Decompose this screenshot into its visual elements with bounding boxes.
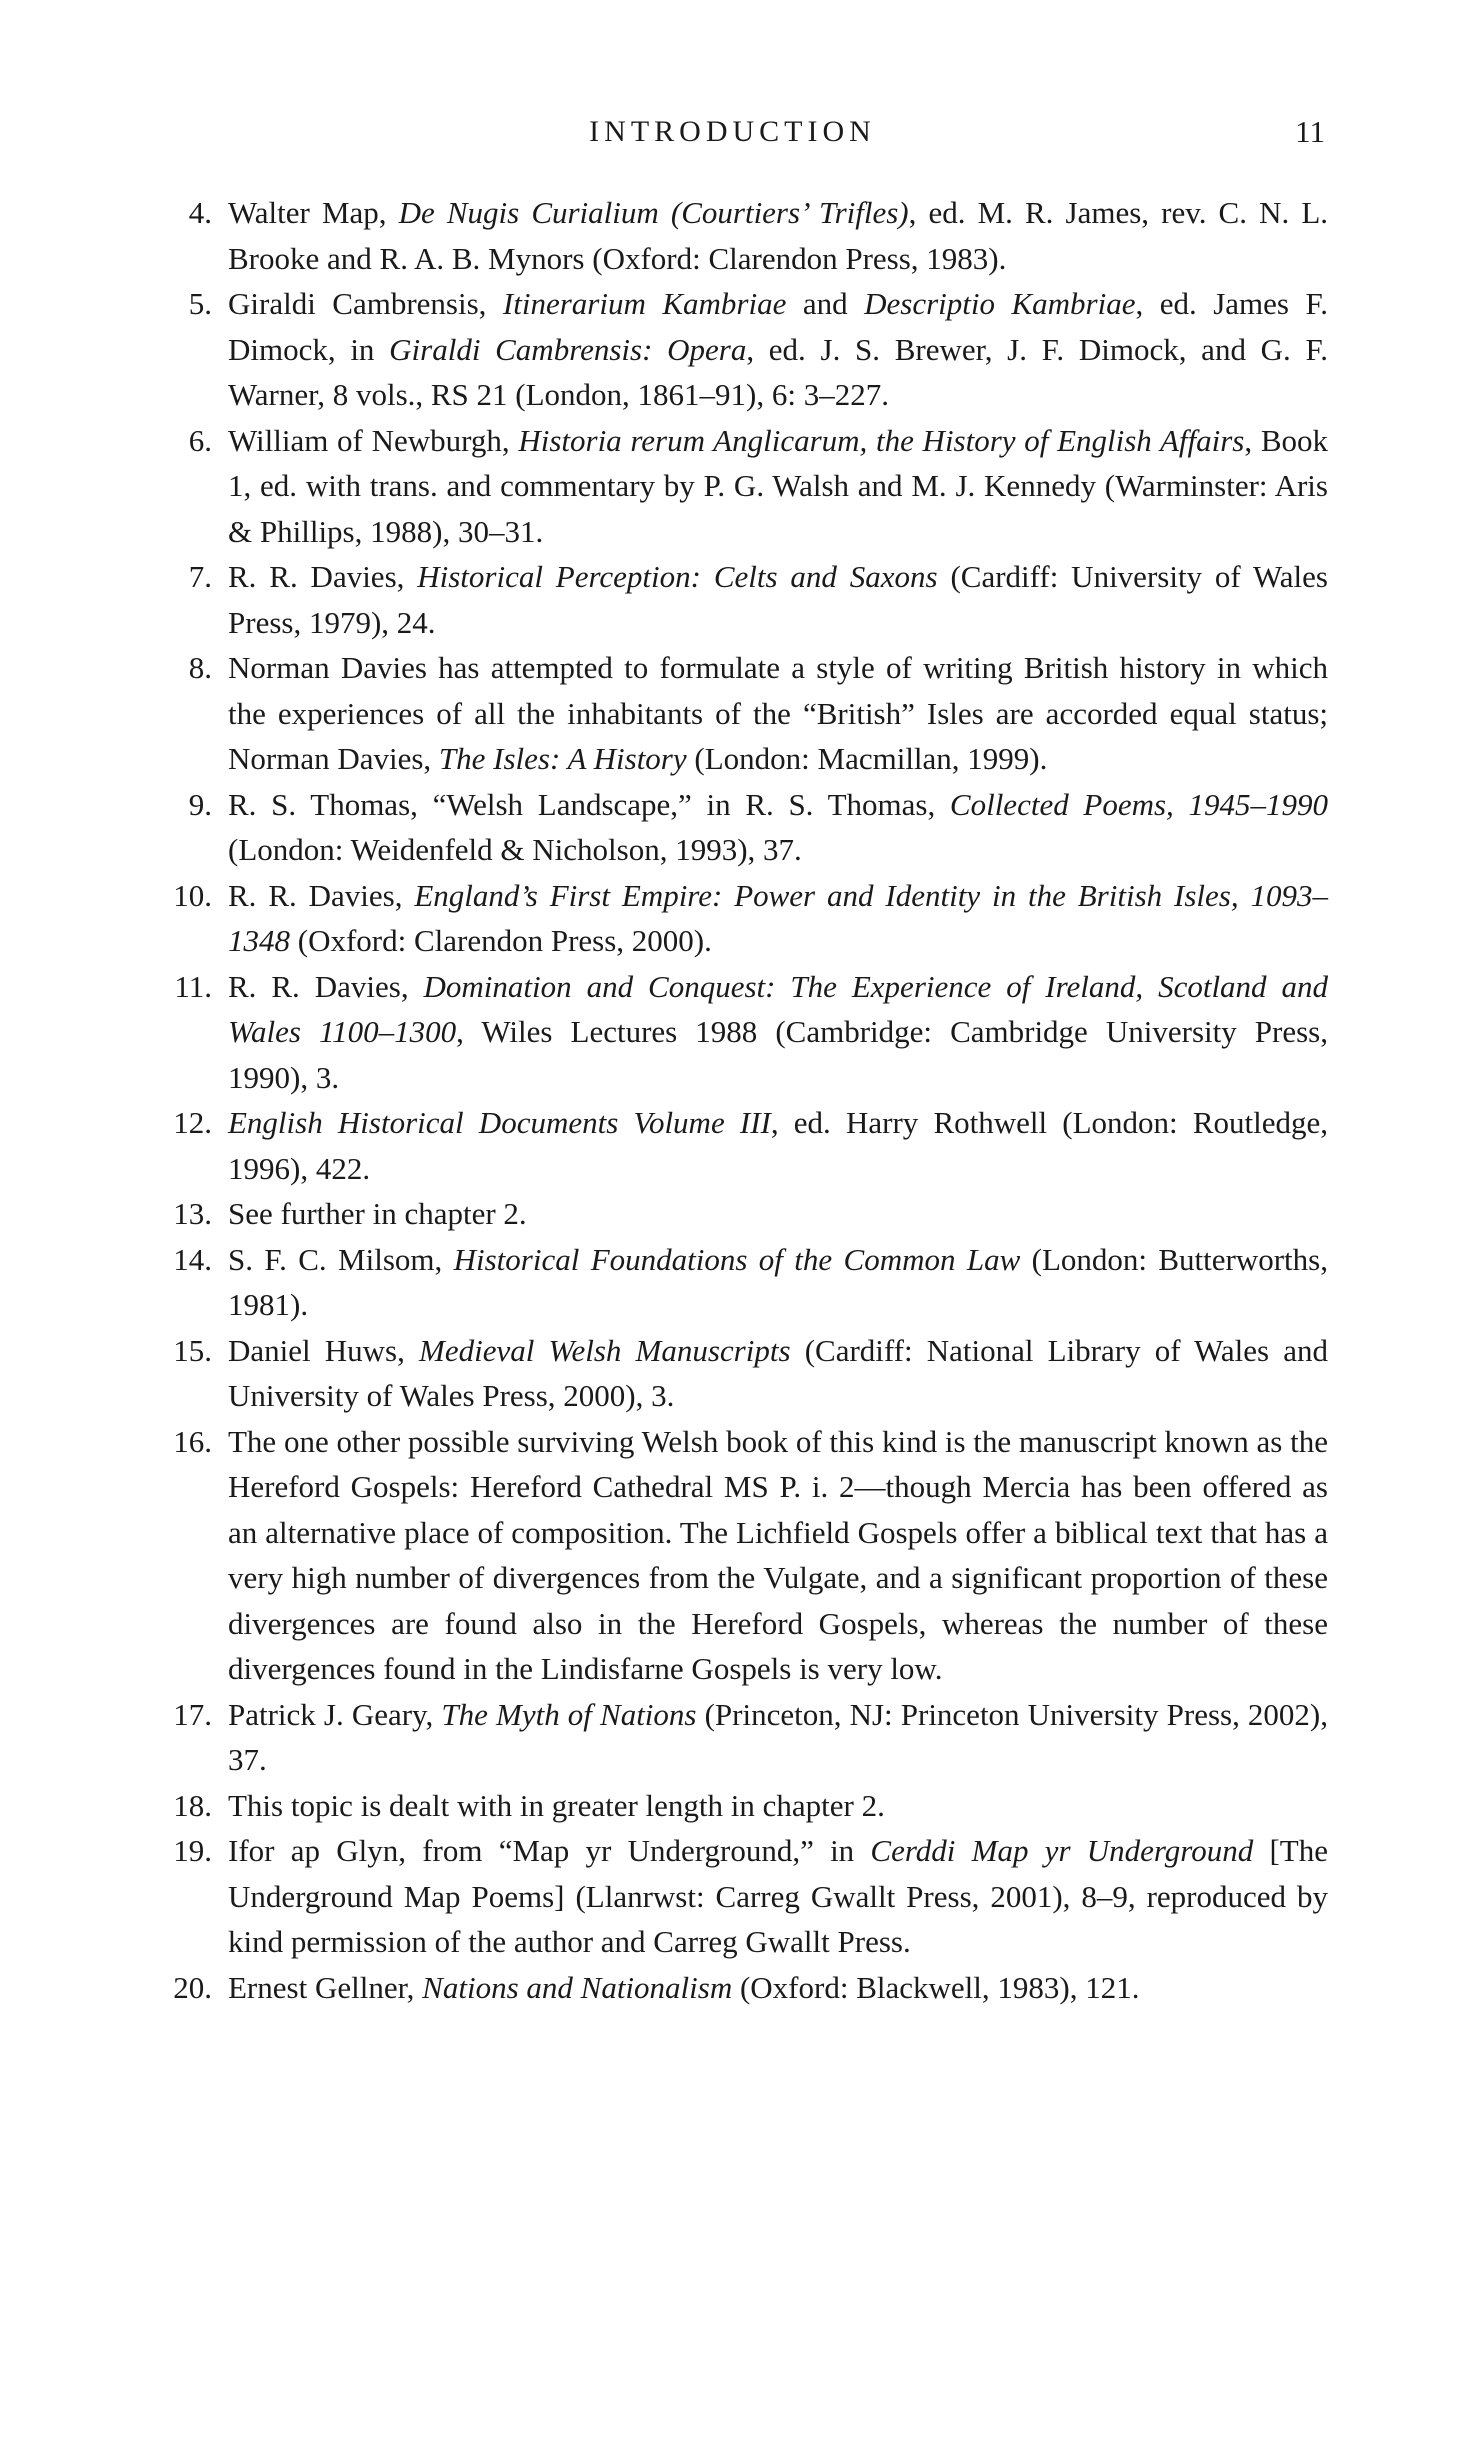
endnote bbox=[160, 1237, 1328, 1328]
citation-text: R. R. Davies, bbox=[228, 877, 415, 913]
endnote-number: 8. bbox=[188, 650, 212, 685]
endnote-text bbox=[228, 1191, 1328, 1237]
citation-title: Historical Perception: Celts and Saxons bbox=[417, 559, 938, 594]
citation-text: R. R. Davies, bbox=[228, 559, 418, 594]
citation-title: Medieval Welsh Manuscripts bbox=[419, 1332, 791, 1368]
endnote bbox=[160, 1692, 1328, 1783]
endnote-text bbox=[228, 1328, 1328, 1419]
citation-text: Walter Map, bbox=[228, 195, 399, 230]
endnote-text bbox=[228, 1237, 1328, 1328]
citation-text: (Cardiff: University of Wales Press, 1979), 24. bbox=[228, 559, 1328, 640]
citation-text: (London: Weidenfeld & Nicholson, 1993), 37. bbox=[228, 832, 802, 867]
citation-text: , ed. James F. Dimock, in bbox=[228, 286, 1328, 367]
citation-text: William of Newburgh, bbox=[228, 422, 519, 458]
endnote-text bbox=[228, 554, 1328, 645]
citation-title: Giraldi Cambrensis: Opera bbox=[389, 331, 747, 367]
endnote bbox=[160, 645, 1328, 782]
citation-text: (Oxford: Blackwell, 1983), 121. bbox=[732, 1969, 1140, 2005]
endnote-number: 17. bbox=[173, 1696, 212, 1732]
endnote bbox=[160, 554, 1328, 645]
endnote-text bbox=[228, 873, 1328, 964]
endnote-text bbox=[228, 418, 1328, 555]
citation-title: The Isles: A History bbox=[438, 741, 687, 776]
endnote-text bbox=[228, 1965, 1328, 2011]
citation-text: Norman Davies has attempted to formulate a style of writing British history in which the experiences of all the inhabitants of the “British” Isles are accorded equal status; Norman Davies, bbox=[228, 650, 1328, 776]
citation-title: Historical Foundations of the Common Law bbox=[453, 1241, 1021, 1277]
endnote bbox=[160, 1191, 1328, 1237]
endnote-number: 4. bbox=[188, 195, 212, 230]
citation-text: (London: Macmillan, 1999). bbox=[686, 741, 1048, 776]
running-head bbox=[0, 112, 1465, 152]
endnote-number: 5. bbox=[188, 286, 212, 321]
citation-text: Giraldi Cambrensis, bbox=[228, 286, 503, 321]
citation-text: R. R. Davies, bbox=[228, 968, 424, 1004]
endnote-text bbox=[228, 1783, 1328, 1829]
citation-text: This topic is dealt with in greater length in chapter 2. bbox=[228, 1787, 885, 1823]
citation-title: Historia rerum Anglicarum, the History of English Affairs bbox=[518, 422, 1245, 458]
citation-title: Domination and Conquest: The Experience of Ireland, Scotland and Wales 1100–1300 bbox=[228, 968, 1329, 1049]
endnote-text bbox=[228, 964, 1328, 1101]
endnote-number: 12. bbox=[173, 1105, 212, 1140]
endnote-number: 9. bbox=[188, 786, 212, 822]
endnote-number: 7. bbox=[188, 559, 212, 594]
endnote bbox=[160, 418, 1328, 555]
endnote-number: 15. bbox=[173, 1332, 212, 1368]
citation-title: English Historical Documents Volume III bbox=[228, 1105, 771, 1140]
citation-text: R. S. Thomas, “Welsh Landscape,” in R. S. Thomas, bbox=[228, 786, 950, 822]
citation-text: (Cardiff: National Library of Wales and University of Wales Press, 2000), 3. bbox=[228, 1332, 1328, 1413]
endnote-number: 20. bbox=[173, 1969, 212, 2005]
citation-text: , ed. Harry Rothwell (London: Routledge, 1996), 422. bbox=[228, 1105, 1328, 1186]
endnote-text bbox=[228, 190, 1328, 281]
endnote bbox=[160, 1419, 1328, 1692]
citation-title: England’s First Empire: Power and Identity in the British Isles, 1093–1348 bbox=[228, 877, 1328, 958]
citation-text: (Oxford: Clarendon Press, 2000). bbox=[290, 923, 712, 958]
endnote bbox=[160, 1328, 1328, 1419]
citation-title: Itinerarium Kambriae bbox=[502, 286, 787, 321]
endnote bbox=[160, 1100, 1328, 1191]
endnote bbox=[160, 281, 1328, 418]
citation-text: See further in chapter 2. bbox=[228, 1196, 527, 1231]
endnote bbox=[160, 190, 1328, 281]
citation-text: [The Underground Map Poems] (Llanrwst: Carreg Gwallt Press, 2001), 8–9, reproduced by kind permission of the author and Carreg Gwallt Press. bbox=[228, 1833, 1328, 1959]
citation-text: Ernest Gellner, bbox=[228, 1969, 423, 2005]
citation-text: The one other possible surviving Welsh book of this kind is the manuscript known as the Hereford Gospels: Hereford Cathedral MS P. i. 2—though Mercia has been offered as an alternative place of composition. The Lichfield Gospels offer a biblical text that has a very high number of divergences from the Vulgate, and a significant proportion of these divergences are found also in the Hereford Gospels, whereas the number of these divergences found in the Lindisfarne Gospels is very low. bbox=[228, 1423, 1328, 1686]
endnote-text bbox=[228, 1692, 1328, 1783]
endnote-text bbox=[228, 1828, 1328, 1965]
citation-text: Ifor ap Glyn, from “Map yr Underground,” in bbox=[228, 1833, 871, 1868]
endnote-number: 19. bbox=[173, 1833, 212, 1868]
running-title: INTRODUCTION bbox=[589, 115, 876, 148]
citation-title: De Nugis Curialium (Courtiers’ Trifles) bbox=[398, 195, 909, 230]
citation-title: The Myth of Nations bbox=[441, 1696, 697, 1732]
citation-text: and bbox=[786, 286, 865, 321]
citation-text: Daniel Huws, bbox=[228, 1332, 420, 1368]
endnote-number: 11. bbox=[174, 968, 212, 1004]
citation-title: Nations and Nationalism bbox=[422, 1969, 733, 2005]
page-number: 11 bbox=[1295, 114, 1325, 149]
citation-title: Cerddi Map yr Underground bbox=[870, 1833, 1254, 1868]
citation-text: (Princeton, NJ: Princeton University Press, 2002), 37. bbox=[228, 1696, 1329, 1777]
endnote-number: 6. bbox=[188, 422, 212, 458]
endnote-number: 16. bbox=[173, 1423, 212, 1459]
endnote-number: 18. bbox=[173, 1787, 212, 1823]
endnote-number: 13. bbox=[173, 1196, 212, 1231]
citation-text: , ed. M. R. James, rev. C. N. L. Brooke and R. A. B. Mynors (Oxford: Clarendon Press, 1983). bbox=[228, 195, 1329, 276]
citation-title: Collected Poems, 1945–1990 bbox=[949, 786, 1328, 822]
endnote bbox=[160, 1828, 1328, 1965]
endnote-text bbox=[228, 1100, 1328, 1191]
endnote-text bbox=[228, 645, 1328, 782]
endnote-number: 14. bbox=[173, 1241, 212, 1277]
citation-text: (London: Butterworths, 1981). bbox=[228, 1241, 1328, 1322]
citation-text: S. F. C. Milsom, bbox=[228, 1241, 454, 1277]
endnote bbox=[160, 964, 1328, 1101]
endnotes-list bbox=[160, 190, 1328, 2010]
endnote bbox=[160, 873, 1328, 964]
citation-text: Patrick J. Geary, bbox=[228, 1696, 442, 1732]
endnote bbox=[160, 1783, 1328, 1829]
citation-text: , ed. J. S. Brewer, J. F. Dimock, and G. F. Warner, 8 vols., RS 21 (London, 1861–91), 6: 3–227. bbox=[228, 331, 1328, 412]
endnote-text bbox=[228, 1419, 1328, 1692]
endnote bbox=[160, 1965, 1328, 2011]
endnote-text bbox=[228, 782, 1328, 873]
endnote bbox=[160, 782, 1328, 873]
endnote-text bbox=[228, 281, 1328, 418]
endnote-number: 10. bbox=[173, 877, 212, 913]
citation-text: , Book 1, ed. with trans. and commentary by P. G. Walsh and M. J. Kennedy (Warminster: Aris & Phillips, 1988), 30–31. bbox=[228, 422, 1328, 549]
citation-text: , Wiles Lectures 1988 (Cambridge: Cambridge University Press, 1990), 3. bbox=[228, 1014, 1328, 1095]
citation-title: Descriptio Kambriae bbox=[864, 286, 1136, 321]
